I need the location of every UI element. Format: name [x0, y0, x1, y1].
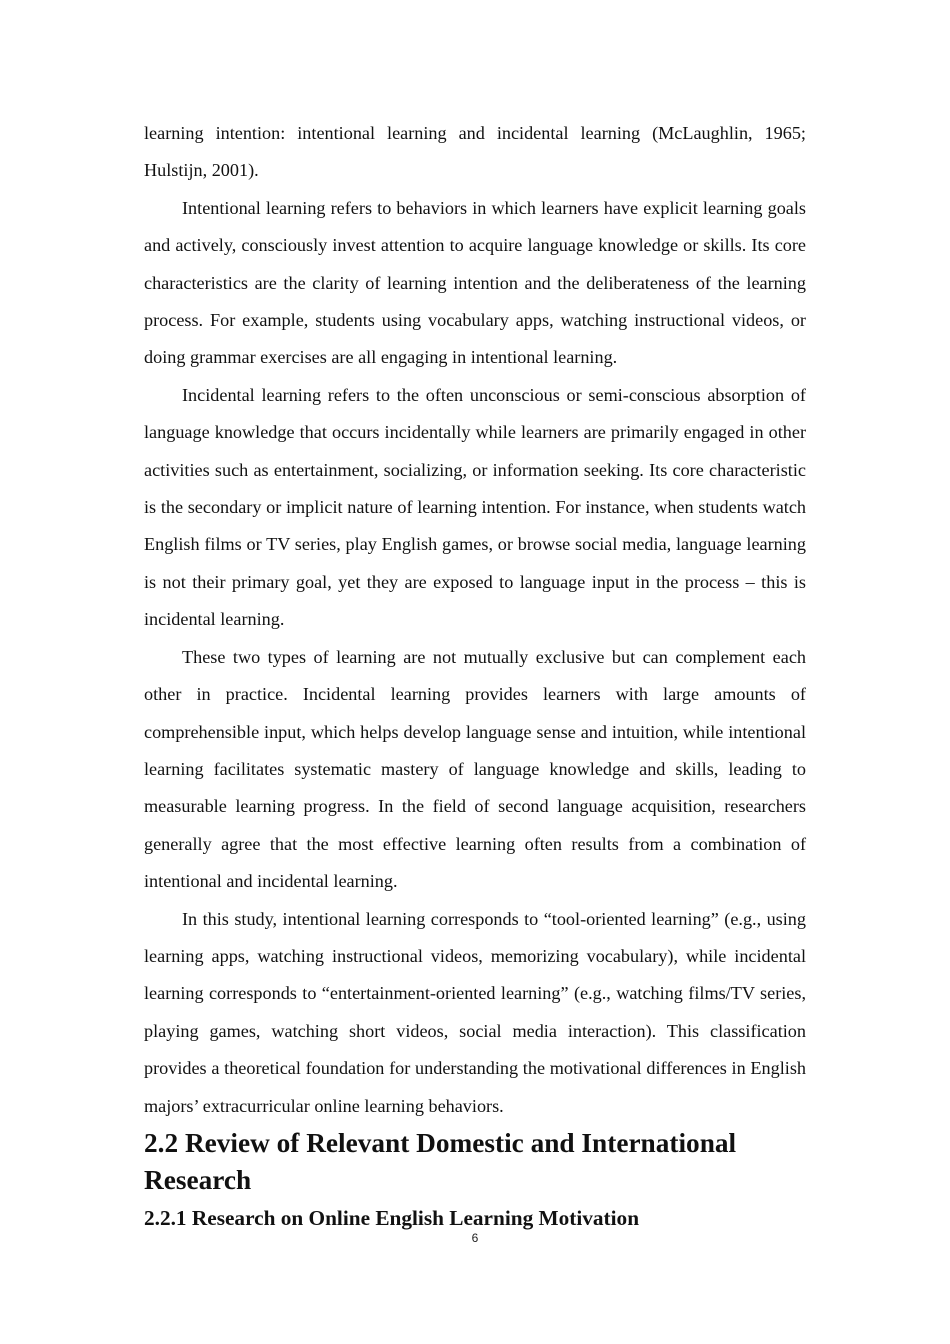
paragraph-continuation: learning intention: intentional learning and incidental learning (McLaughlin, 1965; Hulstijn, 2001). [144, 123, 806, 181]
paragraph-study-classification: In this study, intentional learning corresponds to “tool-oriented learning” (e.g., using learning apps, watching instructional videos, memorizing vocabulary), while incidental learning corresponds to “entertainment-oriented learning” (e.g., watching films/TV series, playing games, watching short videos, social media interaction). This classification provides a theoretical foundation for understanding the motivational differences in English majors’ extracurricular online learning behaviors. [144, 908, 806, 1116]
page-number: 6 [471, 1231, 479, 1245]
paragraph-intentional-learning: Intentional learning refers to behaviors in which learners have explicit learning goals and actively, consciously invest attention to acquire language knowledge or skills. Its core characteristics are the clarity of learning intention and the deliberateness of the learning process. For example, students using vocabulary apps, watching instructional videos, or doing grammar exercises are all engaging in intentional learning. [144, 197, 806, 368]
document-body [144, 115, 806, 1237]
subsection-heading: 2.2.1 Research on Online English Learning Motivation [144, 1205, 640, 1230]
paragraph-complementary-learning: These two types of learning are not mutually exclusive but can complement each other in practice. Incidental learning provides learners with large amounts of comprehensible input, which helps develop language sense and intuition, while intentional learning facilitates systematic mastery of language knowledge and skills, leading to measurable learning progress. In the field of second language acquisition, researchers generally agree that the most effective learning often results from a combination of intentional and incidental learning. [144, 646, 806, 892]
section-heading: 2.2 Review of Relevant Domestic and International Research [144, 1127, 737, 1196]
paragraph-incidental-learning: Incidental learning refers to the often unconscious or semi-conscious absorption of language knowledge that occurs incidentally while learners are primarily engaged in other activities such as entertainment, socializing, or information seeking. Its core characteristic is the secondary or implicit nature of learning intention. For instance, when students watch English films or TV series, play English games, or browse social media, language learning is not their primary goal, yet they are exposed to language input in the process – this is incidental learning. [144, 384, 806, 630]
